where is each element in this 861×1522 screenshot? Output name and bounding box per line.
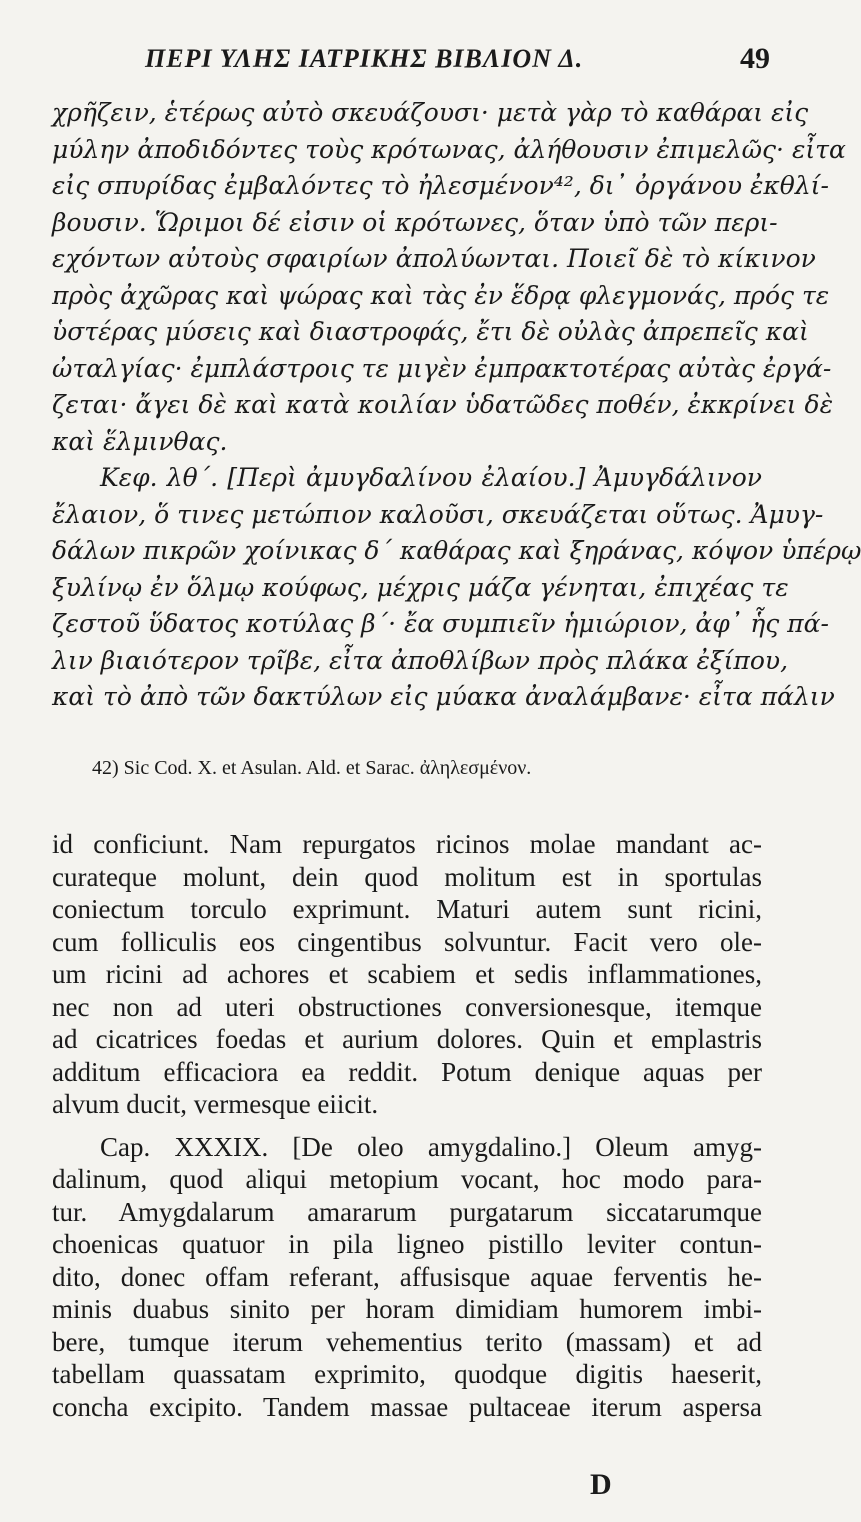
- greek-line: πρὸς ἀχῶρας καὶ ψώρας καὶ τὰς ἐν ἕδρᾳ φλεγμονάς, πρός τε: [52, 280, 830, 310]
- latin-line: tabellam quassatam exprimito, quodque digitis haeserit,: [52, 1359, 762, 1389]
- greek-line: ξυλίνῳ ἐν ὅλμῳ κούφως, μέχρις μάζα γένηται, ἐπιχέας τε: [52, 572, 789, 602]
- greek-line: ζεται· ἄγει δὲ καὶ κατὰ κοιλίαν ὑδατῶδες ποθέν, ἐκκρίνει δὲ: [52, 390, 833, 419]
- latin-line: id conficiunt. Nam repurgatos ricinos molae mandant ac-: [52, 829, 762, 859]
- latin-line: minis duabus sinito per horam dimidiam humorem imbi-: [52, 1294, 762, 1324]
- latin-line: cum folliculis eos cingentibus solvuntur. Facit vero ole-: [52, 926, 762, 957]
- latin-line: additum efficaciora ea reddit. Potum denique aquas per: [52, 1056, 762, 1087]
- greek-line: χρῆζειν, ἑτέρως αὐτὸ σκευάζουσι· μετὰ γὰρ τὸ καθάραι εἰς: [52, 98, 809, 127]
- latin-line: dito, donec offam referant, affusisque aquae ferventis he-: [52, 1261, 762, 1292]
- latin-line: dalinum, quod aliqui metopium vocant, hoc modo para-: [52, 1164, 762, 1194]
- running-title: ΠΕΡΙ ΥΛΗΣ ΙΑΤΡΙΚΗΣ ΒΙΒΛΙΟΝ Δ.: [145, 44, 584, 73]
- greek-line: εἰς σπυρίδας ἐμβαλόντες τὸ ἠλεσμένον⁴², δι᾽ ὀργάνου ἐκθλί-: [52, 171, 829, 200]
- greek-line: ὠταλγίας· ἐμπλάστροις τε μιγὲν ἐμπρακτοτέρας αὐτὰς ἐργά-: [52, 353, 832, 383]
- latin-text-block: [52, 828, 762, 1423]
- latin-line: ad cicatrices foedas et aurium dolores. Quin et emplastris: [52, 1024, 762, 1054]
- greek-line: βουσιν. Ὥριμοι δέ εἰσιν οἱ κρότωνες, ὅταν ὑπὸ τῶν περι-: [52, 207, 778, 237]
- greek-text-block: [52, 95, 861, 716]
- latin-line: curateque molunt, dein quod molitum est in sportulas: [52, 861, 762, 892]
- latin-chapter-heading: Cap. XXXIX. [De oleo amygdalino.] Oleum amyg-: [100, 1131, 762, 1162]
- greek-line: λιν βιαιότερον τρῖβε, εἶτα ἀποθλίβων πρὸς πλάκα ἐξίπου,: [52, 645, 789, 675]
- greek-line: καὶ τὸ ἀπὸ τῶν δακτύλων εἰς μύακα ἀναλάμβανε· εἶτα πάλιν: [52, 682, 835, 711]
- greek-line: μύλην ἀποδιδόντες τοὺς κρότωνας, ἀλήθουσιν ἐπιμελῶς· εἶτα: [52, 134, 846, 164]
- latin-line: concha excipito. Tandem massae pultaceae iterum aspersa: [52, 1391, 762, 1422]
- latin-line: nec non ad uteri obstructiones conversionesque, itemque: [52, 991, 762, 1022]
- latin-line: bere, tumque iterum vehementius terito (massam) et ad: [52, 1326, 762, 1357]
- greek-line: εχόντων αὐτοὺς σφαιρίων ἀπολύωνται. Ποιεῖ δὲ τὸ κίκινον: [52, 244, 816, 273]
- latin-line: alvum ducit, vermesque eiicit.: [52, 1089, 379, 1119]
- greek-chapter-heading: Κεφ. λθ΄. [Περὶ ἀμυγδαλίνου ἐλαίου.] Ἀμυγδάλινον: [100, 463, 762, 492]
- greek-line: καὶ ἕλμινθας.: [52, 426, 228, 456]
- page-number: 49: [740, 42, 770, 75]
- latin-line: choenicas quatuor in pila ligneo pistillo leviter contun-: [52, 1229, 762, 1259]
- signature-mark: D: [590, 1468, 612, 1501]
- latin-line: um ricini ad achores et scabiem et sedis inflammationes,: [52, 959, 762, 989]
- greek-line: ζεστοῦ ὕδατος κοτύλας β΄· ἔα συμπιεῖν ἡμιώριον, ἀφ᾽ ἧς πά-: [52, 609, 829, 638]
- running-head: [50, 38, 770, 88]
- latin-line: tur. Amygdalarum amararum purgatarum siccatarumque: [52, 1196, 762, 1227]
- latin-line: coniectum torculo exprimunt. Maturi autem sunt ricini,: [52, 894, 762, 924]
- greek-line: δάλων πικρῶν χοίνικας δ΄ καθάρας καὶ ξηράνας, κόψον ὑπέρῳ: [52, 536, 861, 565]
- greek-line: ἔλαιον, ὅ τινες μετώπιον καλοῦσι, σκευάζεται οὕτως. Ἀμυγ-: [52, 499, 824, 529]
- greek-line: ὑστέρας μύσεις καὶ διαστροφάς, ἔτι δὲ οὐλὰς ἀπρεπεῖς καὶ: [52, 317, 809, 346]
- footnote: 42) Sic Cod. X. et Asulan. Ald. et Sarac. ἀληλεσμένον.: [92, 757, 532, 779]
